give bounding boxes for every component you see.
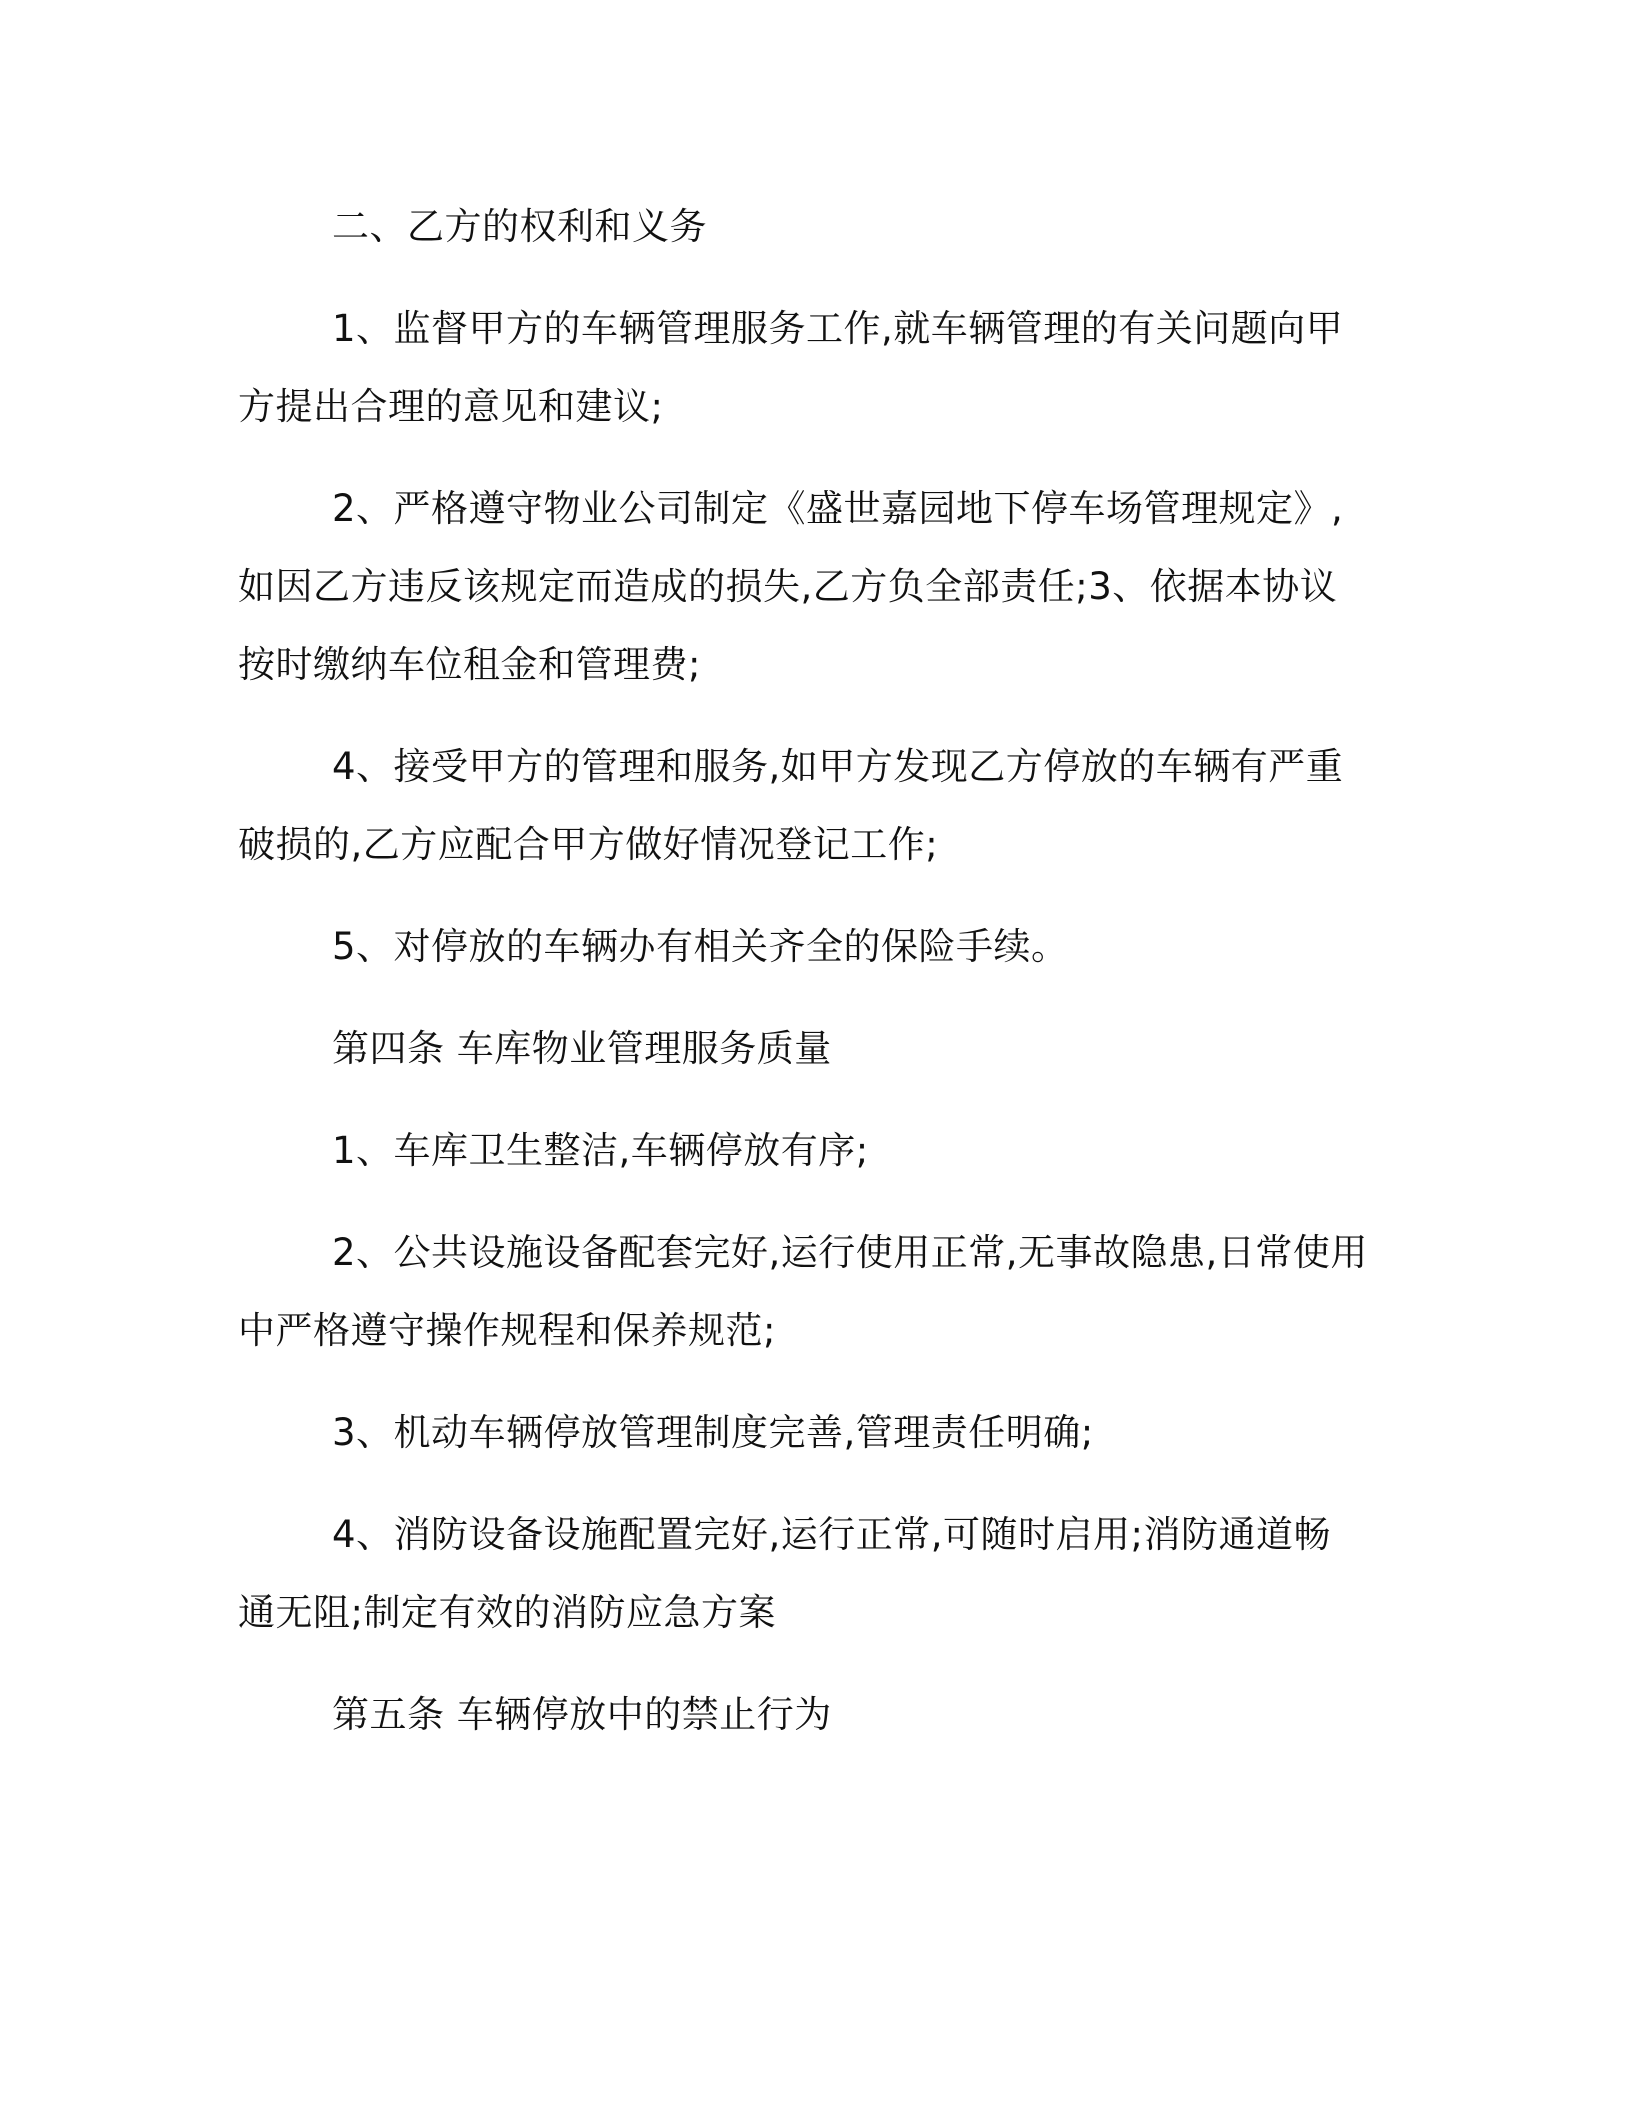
- party-b-item-1: 1、监督甲方的车辆管理服务工作,就车辆管理的有关问题向甲方提出合理的意见和建议;: [238, 307, 1344, 428]
- party-b-item-4: 4、接受甲方的管理和服务,如甲方发现乙方停放的车辆有严重破损的,乙方应配合甲方做好情况登记工作;: [238, 745, 1344, 866]
- party-b-item-2-3: 2、严格遵守物业公司制定《盛世嘉园地下停车场管理规定》,如因乙方违反该规定而造成的损失,乙方负全部责任;3、依据本协议按时缴纳车位租金和管理费;: [238, 487, 1344, 686]
- article-4-item-2: 2、公共设施设备配套完好,运行使用正常,无事故隐患,日常使用中严格遵守操作规程和保养规范;: [238, 1231, 1368, 1352]
- party-b-item-5: 5、对停放的车辆办有相关齐全的保险手续。: [332, 925, 1069, 968]
- article-4-item-4: 4、消防设备设施配置完好,运行正常,可随时启用;消防通道畅通无阻;制定有效的消防应急方案: [238, 1513, 1332, 1634]
- article-4-item-1: 1、车库卫生整洁,车辆停放有序;: [332, 1129, 869, 1172]
- article-4-item-3: 3、机动车辆停放管理制度完善,管理责任明确;: [332, 1411, 1094, 1454]
- section-title-party-b-rights: 二、乙方的权利和义务: [332, 205, 707, 248]
- document-body: [238, 188, 1368, 1778]
- article-5-title: 第五条 车辆停放中的禁止行为: [332, 1693, 832, 1736]
- article-4-title: 第四条 车库物业管理服务质量: [332, 1027, 832, 1070]
